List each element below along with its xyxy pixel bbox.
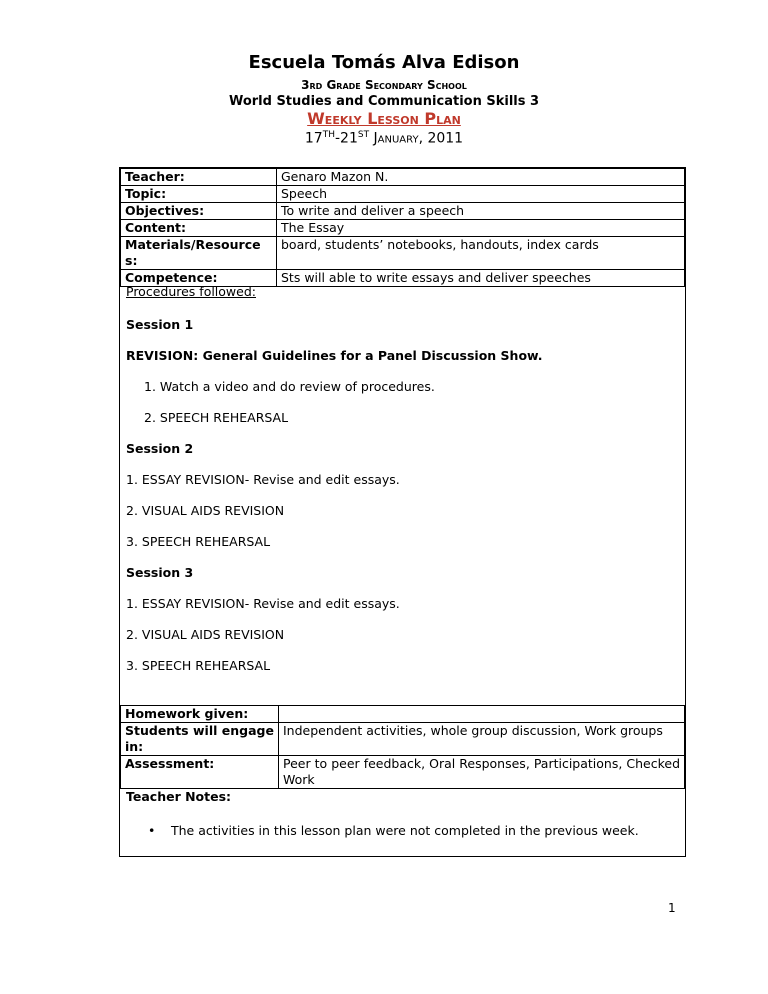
- session-heading: Session 1: [126, 317, 194, 332]
- info-label: Materials/Resources:: [121, 237, 277, 270]
- info-value: The Essay: [277, 220, 685, 237]
- list-item: 3. SPEECH REHEARSAL: [126, 658, 271, 673]
- bottom-label: Homework given:: [121, 706, 279, 723]
- info-label: Teacher:: [121, 169, 277, 186]
- procedures-section: [119, 284, 686, 705]
- school-name: Escuela Tomás Alva Edison: [248, 52, 520, 73]
- table-row: [121, 237, 685, 270]
- info-value: Genaro Mazon N.: [277, 169, 685, 186]
- teacher-notes: [119, 788, 686, 857]
- bottom-label: Assessment:: [121, 756, 279, 789]
- date-mid-sup: ST: [357, 130, 370, 140]
- table-row: [121, 706, 685, 723]
- table-row: [121, 756, 685, 789]
- table-row: [121, 723, 685, 756]
- info-value: Sts will able to write essays and deliver speeches: [277, 270, 685, 287]
- info-label: Competence:: [121, 270, 277, 287]
- bottom-value: Peer to peer feedback, Oral Responses, Participations, Checked Work: [279, 756, 685, 789]
- date-start-sup: TH: [322, 130, 335, 140]
- list-item: 2. SPEECH REHEARSAL: [144, 410, 289, 425]
- info-value: To write and deliver a speech: [277, 203, 685, 220]
- date-start: 17: [304, 130, 323, 147]
- plan-dates: [0, 130, 768, 147]
- list-item: 1. Watch a video and do review of procedures.: [144, 379, 435, 394]
- revision-heading: REVISION: General Guidelines for a Panel Discussion Show.: [126, 348, 543, 363]
- bottom-value: Independent activities, whole group discussion, Work groups: [279, 723, 685, 756]
- bottom-table: [119, 705, 686, 789]
- info-value: Speech: [277, 186, 685, 203]
- date-month: January: [373, 130, 419, 147]
- list-item: 2. VISUAL AIDS REVISION: [126, 503, 285, 518]
- info-label: Objectives:: [121, 203, 277, 220]
- notes-title: Teacher Notes:: [126, 789, 232, 804]
- session-heading: Session 2: [126, 441, 194, 456]
- info-label: Topic:: [121, 186, 277, 203]
- bottom-label: Students will engage in:: [121, 723, 279, 756]
- course-title: World Studies and Communication Skills 3: [228, 94, 540, 109]
- list-item: 1. ESSAY REVISION- Revise and edit essays.: [126, 596, 400, 611]
- page-number: 1: [668, 901, 676, 915]
- list-item: 3. SPEECH REHEARSAL: [126, 534, 271, 549]
- grade-subtitle: 3rd Grade Secondary School: [301, 78, 467, 92]
- notes-bullet-text: The activities in this lesson plan were not completed in the previous week.: [171, 823, 639, 838]
- list-item: 1. ESSAY REVISION- Revise and edit essays.: [126, 472, 400, 487]
- info-value: board, students’ notebooks, handouts, index cards: [277, 237, 685, 270]
- table-row: [121, 203, 685, 220]
- bottom-value: [279, 706, 685, 723]
- table-row: [121, 186, 685, 203]
- list-item: 2. VISUAL AIDS REVISION: [126, 627, 285, 642]
- table-row: [121, 220, 685, 237]
- info-table: [119, 167, 686, 287]
- info-label: Content:: [121, 220, 277, 237]
- session-heading: Session 3: [126, 565, 194, 580]
- bullet-icon: •: [148, 823, 156, 838]
- date-mid: -21: [334, 130, 358, 147]
- plan-title: Weekly Lesson Plan: [307, 109, 461, 128]
- table-row: [121, 169, 685, 186]
- procedures-title: Procedures followed:: [126, 284, 256, 299]
- date-year: , 2011: [418, 130, 464, 147]
